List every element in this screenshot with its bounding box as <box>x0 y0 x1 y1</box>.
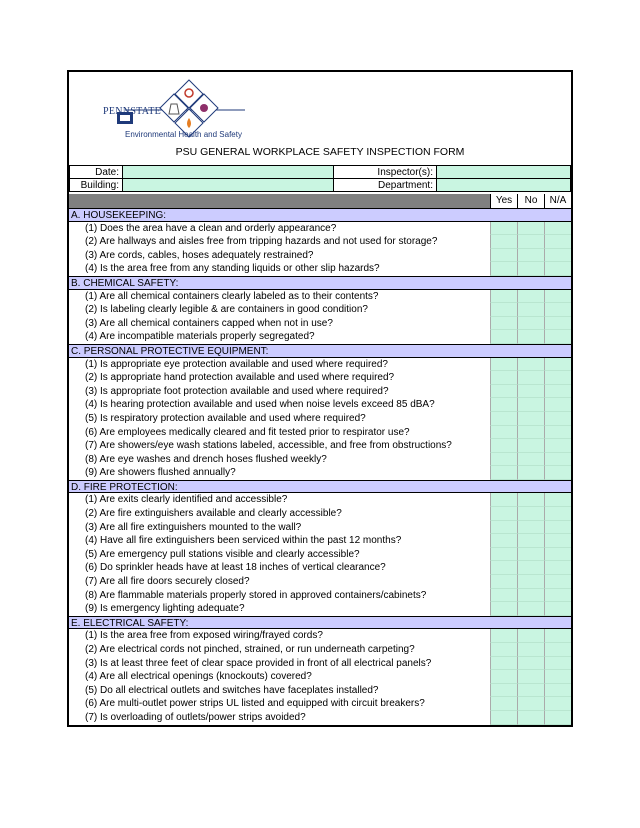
department-label: Department: <box>334 179 437 192</box>
question-text: (4) Is hearing protection available and used when noise levels exceed 85 dBA? <box>85 399 435 411</box>
checklist-row <box>69 412 571 426</box>
form-header <box>69 72 571 164</box>
inspector-field[interactable] <box>437 166 571 179</box>
yes-answer-cell[interactable] <box>490 684 517 698</box>
section-header: A. HOUSEKEEPING: <box>69 208 571 222</box>
na-answer-cell[interactable] <box>544 453 571 467</box>
question-text: (2) Is appropriate hand protection available and used where required? <box>85 372 395 384</box>
na-answer-cell[interactable] <box>544 657 571 671</box>
no-answer-cell[interactable] <box>517 670 544 684</box>
yes-answer-cell[interactable] <box>490 371 517 385</box>
form-title: PSU GENERAL WORKPLACE SAFETY INSPECTION FORM <box>175 146 465 158</box>
na-answer-cell[interactable] <box>544 222 571 236</box>
question-text: (2) Are electrical cords not pinched, strained, or run underneath carpeting? <box>85 644 415 655</box>
checklist-row <box>69 439 571 453</box>
checklist-row <box>69 290 571 304</box>
na-answer-cell[interactable] <box>544 439 571 453</box>
yes-answer-cell[interactable] <box>490 385 517 399</box>
checklist-row <box>69 711 571 725</box>
checklist-row <box>69 629 571 643</box>
na-answer-cell[interactable] <box>544 317 571 331</box>
no-answer-cell[interactable] <box>517 589 544 603</box>
pennstate-ehs-logo <box>85 78 265 140</box>
yes-answer-cell[interactable] <box>490 561 517 575</box>
yes-answer-cell[interactable] <box>490 589 517 603</box>
na-answer-cell[interactable] <box>544 629 571 643</box>
checklist-row <box>69 657 571 671</box>
no-answer-cell[interactable] <box>517 412 544 426</box>
na-answer-cell[interactable] <box>544 385 571 399</box>
na-answer-cell[interactable] <box>544 507 571 521</box>
no-answer-cell[interactable] <box>517 398 544 412</box>
checklist-row <box>69 670 571 684</box>
no-answer-cell[interactable] <box>517 371 544 385</box>
question-text: (6) Do sprinkler heads have at least 18 inches of vertical clearance? <box>85 562 386 574</box>
no-answer-cell[interactable] <box>517 561 544 575</box>
question-text: (3) Are all chemical containers capped when not in use? <box>85 317 333 329</box>
na-answer-cell[interactable] <box>544 575 571 589</box>
no-answer-cell[interactable] <box>517 439 544 453</box>
checklist-row <box>69 317 571 331</box>
no-answer-cell[interactable] <box>517 711 544 725</box>
question-text: (5) Is respiratory protection available and used where required? <box>85 412 366 424</box>
question-text: (4) Is the area free from any standing liquids or other slip hazards? <box>85 263 380 275</box>
yes-answer-cell[interactable] <box>490 602 517 616</box>
question-text: (1) Are all chemical containers clearly labeled as to their contents? <box>85 290 379 302</box>
question-text: (7) Are all fire doors securely closed? <box>85 576 250 588</box>
question-text: (3) Are all fire extinguishers mounted to the wall? <box>85 521 302 533</box>
yes-answer-cell[interactable] <box>490 426 517 440</box>
question-text: (1) Does the area have a clean and orderly appearance? <box>85 222 337 234</box>
yes-answer-cell[interactable] <box>490 534 517 548</box>
yes-answer-cell[interactable] <box>490 290 517 304</box>
checklist <box>69 208 571 725</box>
yes-answer-cell[interactable] <box>490 398 517 412</box>
no-answer-cell[interactable] <box>517 249 544 263</box>
na-answer-cell[interactable] <box>544 493 571 507</box>
checklist-row <box>69 358 571 372</box>
inspector-label: Inspector(s): <box>334 166 437 179</box>
checklist-row <box>69 385 571 399</box>
na-answer-cell[interactable] <box>544 426 571 440</box>
question-text: (2) Are fire extinguishers available and clearly accessible? <box>85 508 342 520</box>
na-answer-cell[interactable] <box>544 330 571 344</box>
yes-answer-cell[interactable] <box>490 262 517 276</box>
checklist-row <box>69 426 571 440</box>
no-answer-cell[interactable] <box>517 235 544 249</box>
checklist-row <box>69 575 571 589</box>
question-text: (3) Are cords, cables, hoses adequately restrained? <box>85 249 314 261</box>
question-text: (1) Is appropriate eye protection available and used where required? <box>85 358 388 370</box>
yes-answer-cell[interactable] <box>490 412 517 426</box>
no-answer-cell[interactable] <box>517 548 544 562</box>
question-text: (9) Is emergency lighting adequate? <box>85 603 245 615</box>
na-answer-cell[interactable] <box>544 371 571 385</box>
yes-answer-cell[interactable] <box>490 317 517 331</box>
yes-answer-cell[interactable] <box>490 330 517 344</box>
question-text: (2) Is labeling clearly legible & are containers in good condition? <box>85 304 368 316</box>
question-text: (3) Is appropriate foot protection available and used where required? <box>85 385 389 397</box>
checklist-row <box>69 602 571 616</box>
date-label: Date: <box>70 166 123 179</box>
yes-answer-cell[interactable] <box>490 303 517 317</box>
no-answer-cell[interactable] <box>517 643 544 657</box>
checklist-row <box>69 371 571 385</box>
question-text: (5) Are emergency pull stations visible and clearly accessible? <box>85 548 360 560</box>
na-answer-cell[interactable] <box>544 262 571 276</box>
yes-answer-cell[interactable] <box>490 670 517 684</box>
no-answer-cell[interactable] <box>517 358 544 372</box>
building-label: Building: <box>70 179 123 192</box>
question-text: (9) Are showers flushed annually? <box>85 467 236 479</box>
no-answer-cell[interactable] <box>517 262 544 276</box>
question-text: (4) Have all fire extinguishers been serviced within the past 12 months? <box>85 535 402 547</box>
question-text: (1) Are exits clearly identified and accessible? <box>85 494 288 506</box>
info-table <box>69 165 571 192</box>
question-text: (4) Are incompatible materials properly segregated? <box>85 331 315 343</box>
checklist-row <box>69 534 571 548</box>
na-answer-cell[interactable] <box>544 602 571 616</box>
yes-answer-cell[interactable] <box>490 358 517 372</box>
checklist-row <box>69 589 571 603</box>
no-answer-cell[interactable] <box>517 426 544 440</box>
no-answer-cell[interactable] <box>517 697 544 711</box>
brand-tagline: Environmental Health and Safety <box>125 130 242 139</box>
question-text: (6) Are multi-outlet power strips UL listed and equipped with circuit breakers? <box>85 698 425 710</box>
yes-answer-cell[interactable] <box>490 657 517 671</box>
checklist-row <box>69 235 571 249</box>
na-answer-cell[interactable] <box>544 412 571 426</box>
section-header: D. FIRE PROTECTION: <box>69 480 571 494</box>
yes-answer-cell[interactable] <box>490 507 517 521</box>
yes-answer-cell[interactable] <box>490 439 517 453</box>
yes-answer-cell[interactable] <box>490 575 517 589</box>
yes-answer-cell[interactable] <box>490 521 517 535</box>
no-answer-cell[interactable] <box>517 303 544 317</box>
checklist-row <box>69 507 571 521</box>
yes-answer-cell[interactable] <box>490 697 517 711</box>
checklist-row <box>69 697 571 711</box>
question-text: (2) Are hallways and aisles free from tripping hazards and not used for storage? <box>85 236 438 248</box>
checklist-row <box>69 453 571 467</box>
checklist-row <box>69 262 571 276</box>
no-answer-cell[interactable] <box>517 507 544 521</box>
no-answer-cell[interactable] <box>517 222 544 236</box>
no-answer-cell[interactable] <box>517 317 544 331</box>
checklist-row <box>69 548 571 562</box>
na-answer-cell[interactable] <box>544 697 571 711</box>
na-answer-cell[interactable] <box>544 548 571 562</box>
no-answer-cell[interactable] <box>517 629 544 643</box>
yes-answer-cell[interactable] <box>490 466 517 480</box>
question-text: (1) Is the area free from exposed wiring/frayed cords? <box>85 630 323 642</box>
question-text: (6) Are employees medically cleared and fit tested prior to respirator use? <box>85 426 410 438</box>
no-answer-cell[interactable] <box>517 684 544 698</box>
checklist-row <box>69 303 571 317</box>
date-field[interactable] <box>123 166 334 179</box>
checklist-row <box>69 521 571 535</box>
na-column-header: N/A <box>544 194 571 208</box>
question-text: (8) Are eye washes and drench hoses flushed weekly? <box>85 453 327 465</box>
no-answer-cell[interactable] <box>517 290 544 304</box>
yes-answer-cell[interactable] <box>490 711 517 725</box>
na-answer-cell[interactable] <box>544 358 571 372</box>
no-answer-cell[interactable] <box>517 534 544 548</box>
no-answer-cell[interactable] <box>517 330 544 344</box>
yes-answer-cell[interactable] <box>490 235 517 249</box>
na-answer-cell[interactable] <box>544 643 571 657</box>
brand-name: PENNSTATE <box>103 106 162 117</box>
section-header: B. CHEMICAL SAFETY: <box>69 276 571 290</box>
checklist-row <box>69 466 571 480</box>
checklist-row <box>69 398 571 412</box>
na-answer-cell[interactable] <box>544 561 571 575</box>
no-answer-cell[interactable] <box>517 385 544 399</box>
na-answer-cell[interactable] <box>544 521 571 535</box>
na-answer-cell[interactable] <box>544 303 571 317</box>
question-text: (7) Are showers/eye wash stations labeled, accessible, and free from obstructions? <box>85 440 452 452</box>
checklist-row <box>69 561 571 575</box>
yes-answer-cell[interactable] <box>490 453 517 467</box>
question-text: (8) Are flammable materials properly stored in approved containers/cabinets? <box>85 589 427 601</box>
na-answer-cell[interactable] <box>544 670 571 684</box>
checklist-row <box>69 222 571 236</box>
na-answer-cell[interactable] <box>544 290 571 304</box>
question-text: (5) Do all electrical outlets and switches have faceplates installed? <box>85 684 379 696</box>
no-answer-cell[interactable] <box>517 575 544 589</box>
na-answer-cell[interactable] <box>544 398 571 412</box>
question-text: (3) Is at least three feet of clear space provided in front of all electrical panels? <box>85 657 432 669</box>
na-answer-cell[interactable] <box>544 711 571 725</box>
no-answer-cell[interactable] <box>517 521 544 535</box>
no-answer-cell[interactable] <box>517 453 544 467</box>
yes-answer-cell[interactable] <box>490 249 517 263</box>
yes-answer-cell[interactable] <box>490 548 517 562</box>
na-answer-cell[interactable] <box>544 534 571 548</box>
yes-answer-cell[interactable] <box>490 222 517 236</box>
no-column-header: No <box>517 194 544 208</box>
question-text: (4) Are all electrical openings (knockouts) covered? <box>85 671 312 683</box>
inspection-form <box>67 70 573 727</box>
yes-answer-cell[interactable] <box>490 629 517 643</box>
building-field[interactable] <box>123 179 334 192</box>
section-header: C. PERSONAL PROTECTIVE EQUIPMENT: <box>69 344 571 358</box>
yes-column-header: Yes <box>490 194 517 208</box>
no-answer-cell[interactable] <box>517 657 544 671</box>
section-header: E. ELECTRICAL SAFETY: <box>69 616 571 630</box>
checklist-row <box>69 643 571 657</box>
na-answer-cell[interactable] <box>544 589 571 603</box>
na-answer-cell[interactable] <box>544 235 571 249</box>
na-answer-cell[interactable] <box>544 249 571 263</box>
department-field[interactable] <box>437 179 571 192</box>
na-answer-cell[interactable] <box>544 466 571 480</box>
checklist-row <box>69 684 571 698</box>
yes-answer-cell[interactable] <box>490 643 517 657</box>
checklist-row <box>69 493 571 507</box>
checklist-row <box>69 249 571 263</box>
no-answer-cell[interactable] <box>517 466 544 480</box>
na-answer-cell[interactable] <box>544 684 571 698</box>
no-answer-cell[interactable] <box>517 602 544 616</box>
no-answer-cell[interactable] <box>517 493 544 507</box>
checklist-row <box>69 330 571 344</box>
yes-answer-cell[interactable] <box>490 493 517 507</box>
question-text: (7) Is overloading of outlets/power strips avoided? <box>85 711 306 723</box>
